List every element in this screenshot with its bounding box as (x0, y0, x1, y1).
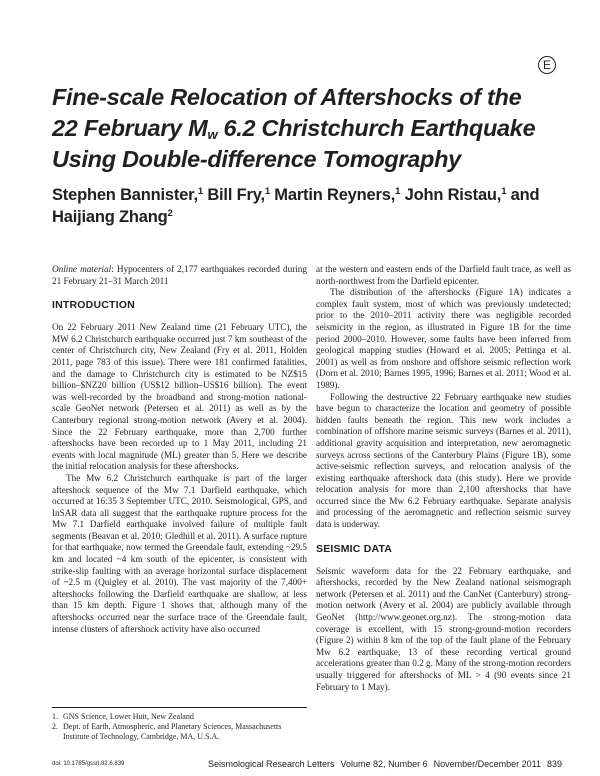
author: Bill Fry,$^1$ (202, 186, 270, 204)
intro-paragraph-5: Following the destructive 22 February earthquake new studies have begun to characterize the location and geometry of possible hidden faults beneath the region. This new work includes a combination of offshore marine seismic surveys (Barnes et al. 2011), additional gravity acquisition and interpretation, new aeromagnetic surveys across sections of the Canterbury Plains (Figure 1B), some active-seismic reflection surveys, and relocation analysis of the existing earthquake aftershock data (this study). Here we provide relocation analysis for more than 2,100 aftershocks that have occurred since the Mw 6.2 February earthquake. Separate analysis and processing of the aeromagnetic and reflection seismic survey data is underway. (316, 391, 571, 530)
article-title (52, 82, 562, 175)
page-footer (52, 760, 562, 772)
intro-paragraph-1: On 22 February 2011 New Zealand time (21 February UTC), the MW 6.2 Christchurch earthquake occurred just 7 km southeast of the center of Christchurch city, New Zealand (Fry et al. 2011, Holden 2011, page 783 of this issue). There were 181 confirmed fatalities, and the damage to Christchurch city is estimated to be NZ$15 billion–$NZ20 billion (US$12 billion–US$16 billion). The event was well-recorded by the broadband and strong-motion national-scale GeoNet network (Petersen et al. 2011) as well as by the Canterbury regional strong-motion network (Avery et al. 2004). Since the 22 February earthquake, more than 2,700 further aftershocks have been recorded up to 1 May 2011, including 21 events with local magnitude (ML) greater than 5. Here we describe the initial relocation analysis for these aftershocks. (52, 322, 307, 472)
title-line-2: 22 February $M_w$ 6.2 Christchurch Earthquake (52, 115, 536, 142)
doi-text: doi: 10.1785/gssrl.82.6.839 (52, 761, 125, 767)
introduction-heading: INTRODUCTION (52, 299, 135, 312)
footnote: 2. Dept. of Earth, Atmospheric, and Planetary Sciences, Massachusetts Institute of Technology, Cambridge, MA, U.S.A. (52, 722, 282, 741)
page-number: 839 (546, 759, 562, 769)
author: Martin Reyners,$^1$ (269, 186, 401, 204)
journal-name: Seismological Research Letters (207, 759, 335, 769)
intro-paragraph-2: The Mw 6.2 Christchurch earthquake is part of the larger aftershock sequence of the Mw 7.1 Darfield earthquake, which occurred at 16:35 3 September UTC, 2010. Seismological, GPS, and InSAR data all suggest that the earthquake rupture process for the Mw 7.1 Darfield earthquake involved failure of multiple fault segments (Beavan et al. 2010; Gledhill et al. 2011). A surface rupture for that earthquake, now termed the Greendale fault, extending ~29.5 km and located ~4 km south of the epicenter, is consistent with strike-slip faulting with an average horizontal surface displacement of ~2.5 m (Quigley et al. 2010). The vast majority of the 7,400+ aftershocks following the Darfield earthquake are shallow, at less than 15 km depth. Figure 1 shows that, although many of the aftershocks occurred near the surface trace of the Greendale fault, intense clusters of aftershock activity have also occurred (52, 472, 307, 634)
footnote: 1. GNS Science, Lower Hutt, New Zealand (52, 712, 194, 721)
author: Stephen Bannister,$^1$ (52, 186, 203, 204)
title-line-1: Fine-scale Relocation of Aftershocks of the (52, 84, 522, 110)
journal-info (202, 759, 562, 769)
online-material-note: Online material: Hypocenters of 2,177 earthquakes recorded during 21 February 21–31 March 2011 (52, 264, 307, 286)
author: and Haijiang Zhang$^2$ (52, 186, 540, 226)
seismic-data-heading: SEISMIC DATA (316, 542, 393, 555)
issue-date: November/December 2011 (433, 759, 541, 769)
title-line-3: Using Double-difference Tomography (52, 146, 461, 172)
affiliation-footnotes (52, 707, 307, 742)
left-column (52, 264, 307, 635)
author-list (52, 184, 562, 228)
right-column (316, 264, 571, 693)
intro-paragraph-3: at the western and eastern ends of the Darfield fault trace, as well as north-northwest from the Darfield epicenter. (316, 264, 571, 286)
intro-paragraph-4: The distribution of the aftershocks (Figure 1A) indicates a complex fault system, most of which was previously undetected; prior to the 2010–2011 activity there was negligible recorded seismicity in the region, as illustrated in Figure 1B for the time period 2000–2010. However, some faults have been inferred from geological mapping studies (Howard et al. 2005; Pettinga et al. 2001) as well as from onshore and offshore seismic reflection work (Dorn et al. 2010; Barnes 1995, 1996; Barnes et al. 2011; Wood et al. 1989). (316, 287, 571, 390)
author: John Ristau,$^1$ (400, 186, 507, 204)
electronic-supplement-badge: E (538, 56, 556, 74)
volume-info: Volume 82, Number 6 (340, 759, 428, 769)
seismic-data-paragraph: Seismic waveform data for the 22 February earthquake, and aftershocks, recorded by the New Zealand national seismograph network (Petersen et al. 2011) and the CanNet (Canterbury) strong-motion network (Avery et al. 2004) are publicly available through GeoNet (http://www.geonet.org.nz). The strong-motion data coverage is excellent, with 15 strong-ground-motion recorders (Figure 2) within 8 km of the top of the fault plane of the February Mw 6.2 earthquake, 13 of these recording vertical ground accelerations greater than 0.2 g. Many of the strong-motion recorders usually triggered for aftershocks of ML > 4 (90 events since 21 February to 1 May). (316, 565, 571, 692)
